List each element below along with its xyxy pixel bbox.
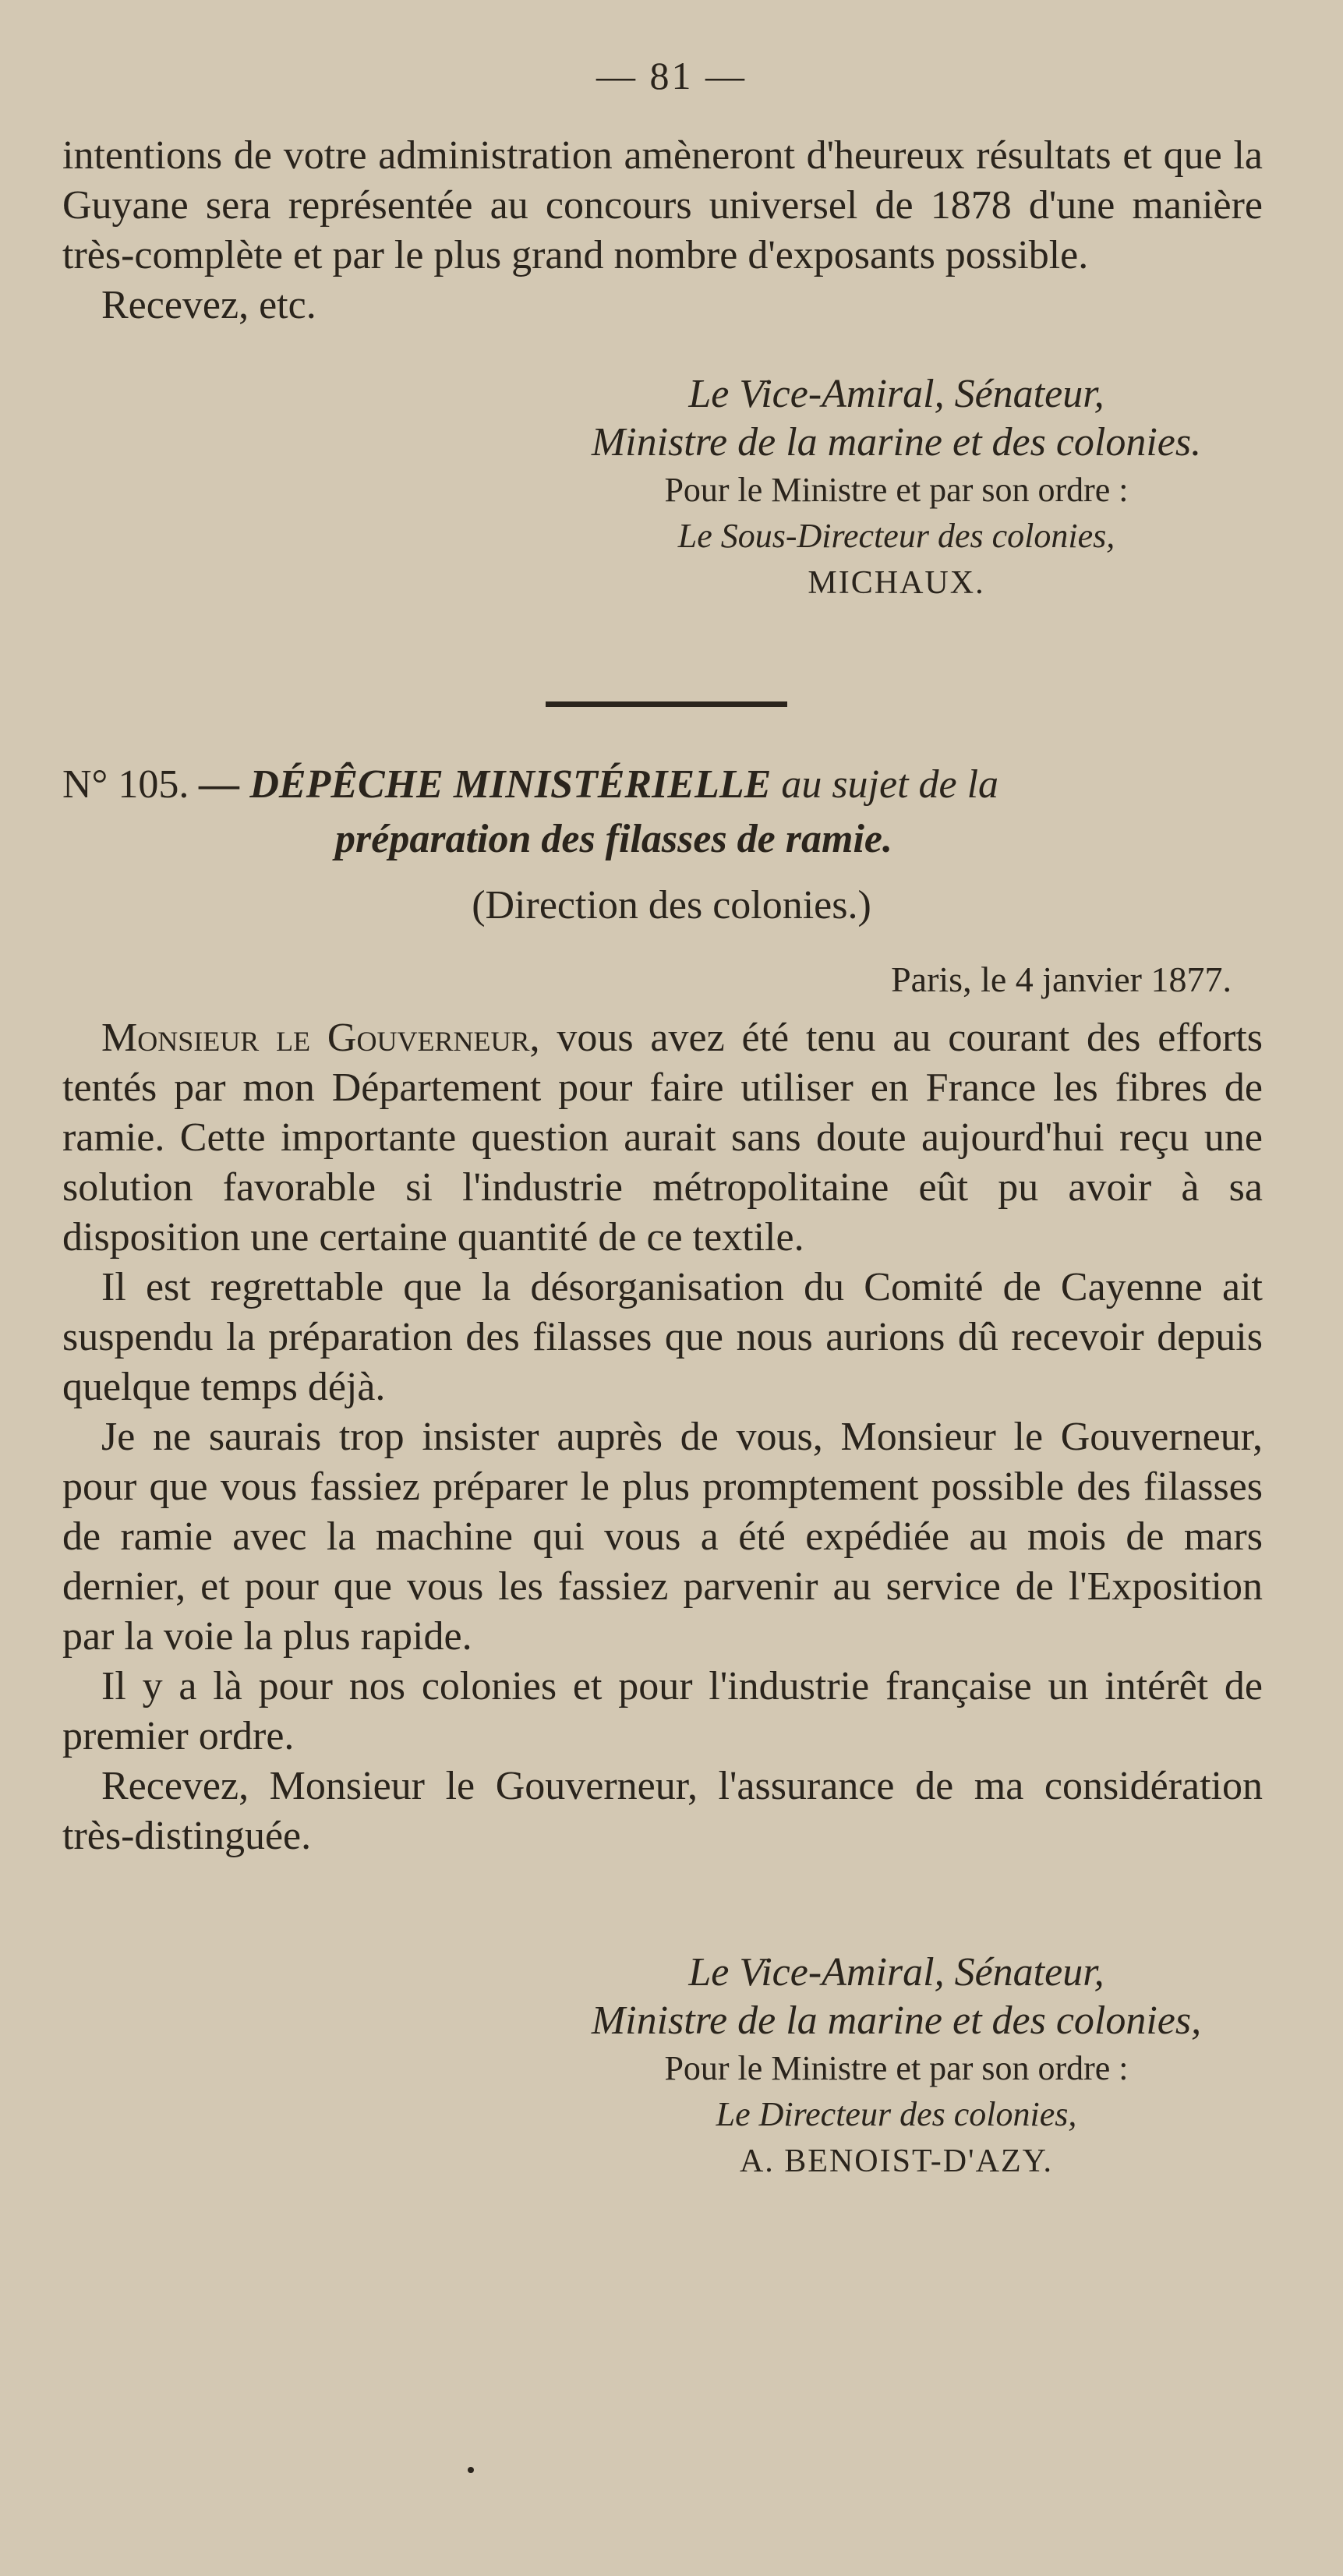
sig1-name: MICHAUX. [808,565,985,601]
separator-rule [546,701,787,707]
paragraph-5: Recevez, Monsieur le Gouverneur, l'assurance de ma considération très-distinguée. [62,1764,1263,1858]
direction-label: (Direction des colonies.) [472,883,871,928]
sig2-name: A. BENOIST-D'AZY. [739,2143,1054,2179]
ink-speck [468,2467,474,2473]
paragraph-4: Il y a là pour nos colonies et pour l'industrie française un intérêt de premier ordre. [62,1664,1263,1758]
paragraph-2: Il est regrettable que la désorganisation du Comité de Cayenne ait suspendu la préparation des filasses que nous aurions dû recevoir depuis quelque temps déjà. [62,1265,1263,1409]
dispatch-heading [62,760,1278,810]
sig2-proxy: Pour le Ministre et par son ordre : [664,2049,1129,2087]
page-number: — 81 — [596,54,747,97]
intro-paragraph [62,131,1263,330]
sig1-title: Le Vice-Amiral, Sénateur, [688,372,1104,416]
paragraph-1-text: vous avez été tenu au courant des efforts tentés par mon Département pour faire utiliser en France les fibres de ramie. Cette importante question aurait sans doute aujourd'hui reçu une solution favorable si l'industrie métropolitaine eût pu avoir à sa disposition une certaine quantité de ce textile. [62,1016,1263,1260]
signature-block-1 [546,370,1247,607]
dateline: Paris, le 4 janvier 1877. [891,959,1232,999]
dispatch-title-line2: préparation des filasses de ramie. [335,817,892,861]
intro-text: intentions de votre administration amèneront d'heureux résultats et que la Guyane sera représentée au concours universel de 1878 d'une manière très-complète et par le plus grand nombre d'exposants possible. [62,133,1263,277]
dispatch-subject: au sujet de la [781,762,999,807]
intro-closing: Recevez, etc. [101,283,316,327]
sig1-office: Ministre de la marine et des colonies. [591,420,1202,465]
sig1-proxy: Pour le Ministre et par son ordre : [664,471,1129,509]
sig1-subdirector: Le Sous-Directeur des colonies, [677,517,1115,555]
sig2-title: Le Vice-Amiral, Sénateur, [688,1950,1104,1995]
sig2-director: Le Directeur des colonies, [716,2095,1077,2133]
dispatch-number: N° 105. [62,762,189,807]
paragraph-1 [62,1013,1263,1263]
letter-body [62,1013,1263,1861]
dispatch-title: — DÉPÊCHE MINISTÉRIELLE [199,762,772,807]
sig2-office: Ministre de la marine et des colonies, [591,1998,1202,2043]
signature-block-2 [546,1949,1247,2186]
paragraph-3: Je ne saurais trop insister auprès de vous, Monsieur le Gouverneur, pour que vous fassiez préparer le plus promptement possible des filasses de ramie avec la machine qui vous a été expédiée au mois de mars dernier, et pour que vous les fassiez parvenir au service de l'Exposition par la voie la plus rapide. [62,1415,1263,1659]
salutation: Monsieur le Gouverneur, [101,1016,540,1060]
